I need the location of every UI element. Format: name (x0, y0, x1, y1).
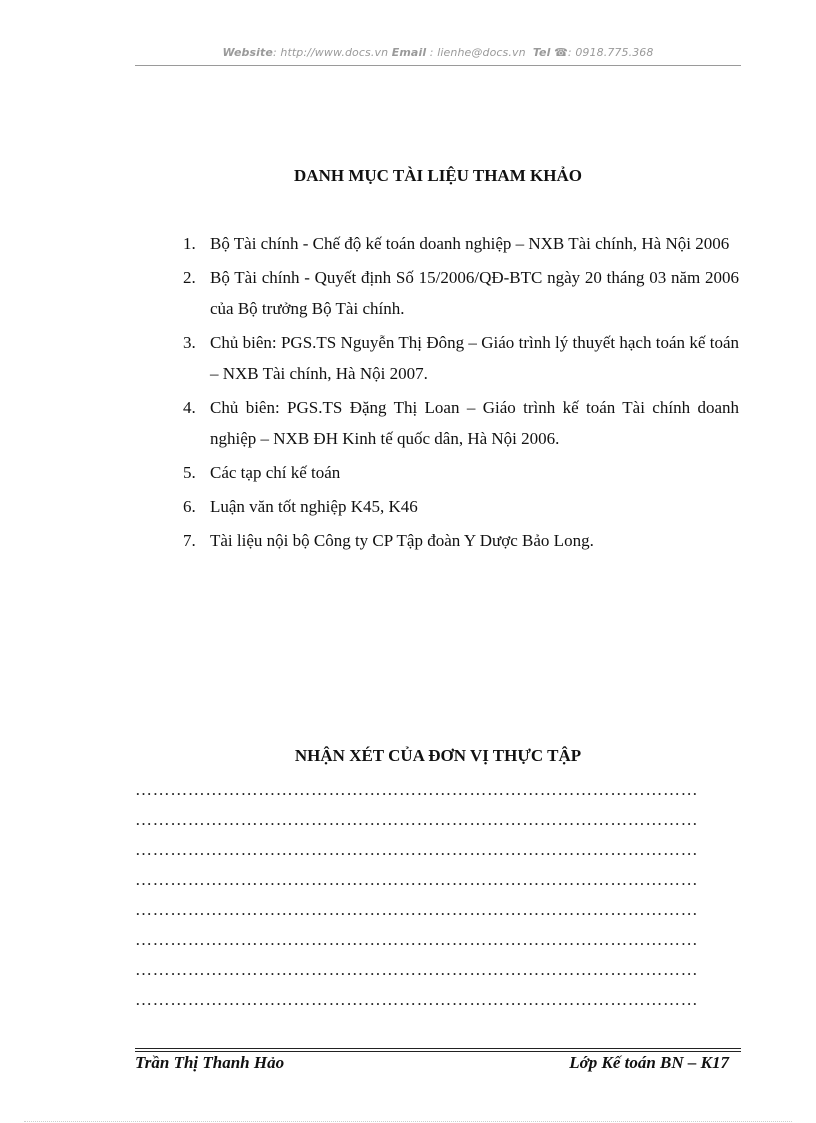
comment-line: …………………………………………………………………………………… (135, 990, 699, 1009)
tel-label: Tel (532, 46, 551, 59)
reference-item: 4. Chủ biên: PGS.TS Đặng Thị Loan – Giáo trình kế toán Tài chính doanh nghiệp – NXB ĐH Kinh tế quốc dân, Hà Nội 2006. (183, 398, 739, 448)
website-value: : http://www.docs.vn (272, 46, 389, 59)
reference-item: 7. Tài liệu nội bộ Công ty CP Tập đoàn Y Dược Bảo Long. (183, 531, 594, 550)
reference-item: 5. Các tạp chí kế toán (183, 463, 341, 482)
page-footer (135, 1053, 741, 1079)
reference-item: 1. Bộ Tài chính - Chế độ kế toán doanh nghiệp – NXB Tài chính, Hà Nội 2006 (183, 234, 730, 253)
footer-divider (135, 1048, 741, 1052)
page-bottom-edge (24, 1121, 792, 1122)
footer-author: Trần Thị Thanh Hảo (135, 1053, 285, 1072)
references-title: DANH MỤC TÀI LIỆU THAM KHẢO (294, 166, 582, 185)
comment-line: …………………………………………………………………………………… (135, 780, 699, 799)
references-list (183, 228, 739, 559)
footer-class: Lớp Kế toán BN – K17 (569, 1053, 729, 1072)
comment-line: …………………………………………………………………………………… (135, 900, 699, 919)
tel-value: : 0918.775.368 (567, 46, 654, 59)
email-value: : lienhe@docs.vn (426, 46, 526, 59)
comment-line: …………………………………………………………………………………… (135, 930, 699, 949)
email-label: Email (391, 46, 427, 59)
phone-icon: ☎ (554, 46, 568, 59)
reference-item: 6. Luận văn tốt nghiệp K45, K46 (183, 497, 418, 516)
comment-line: …………………………………………………………………………………… (135, 960, 699, 979)
website-label: Website (222, 46, 273, 59)
comment-line: …………………………………………………………………………………… (135, 840, 699, 859)
comments-title: NHẬN XÉT CỦA ĐƠN VỊ THỰC TẬP (294, 746, 582, 765)
reference-item: 2. Bộ Tài chính - Quyết định Số 15/2006/QĐ-BTC ngày 20 tháng 03 năm 2006 của Bộ trưởng Bộ Tài chính. (183, 268, 739, 318)
header-divider (135, 65, 741, 66)
page-header (135, 46, 741, 59)
reference-item: 3. Chủ biên: PGS.TS Nguyễn Thị Đông – Giáo trình lý thuyết hạch toán kế toán – NXB Tài chính, Hà Nội 2007. (183, 333, 739, 383)
comment-line: …………………………………………………………………………………… (135, 810, 699, 829)
comment-line: …………………………………………………………………………………… (135, 870, 699, 889)
